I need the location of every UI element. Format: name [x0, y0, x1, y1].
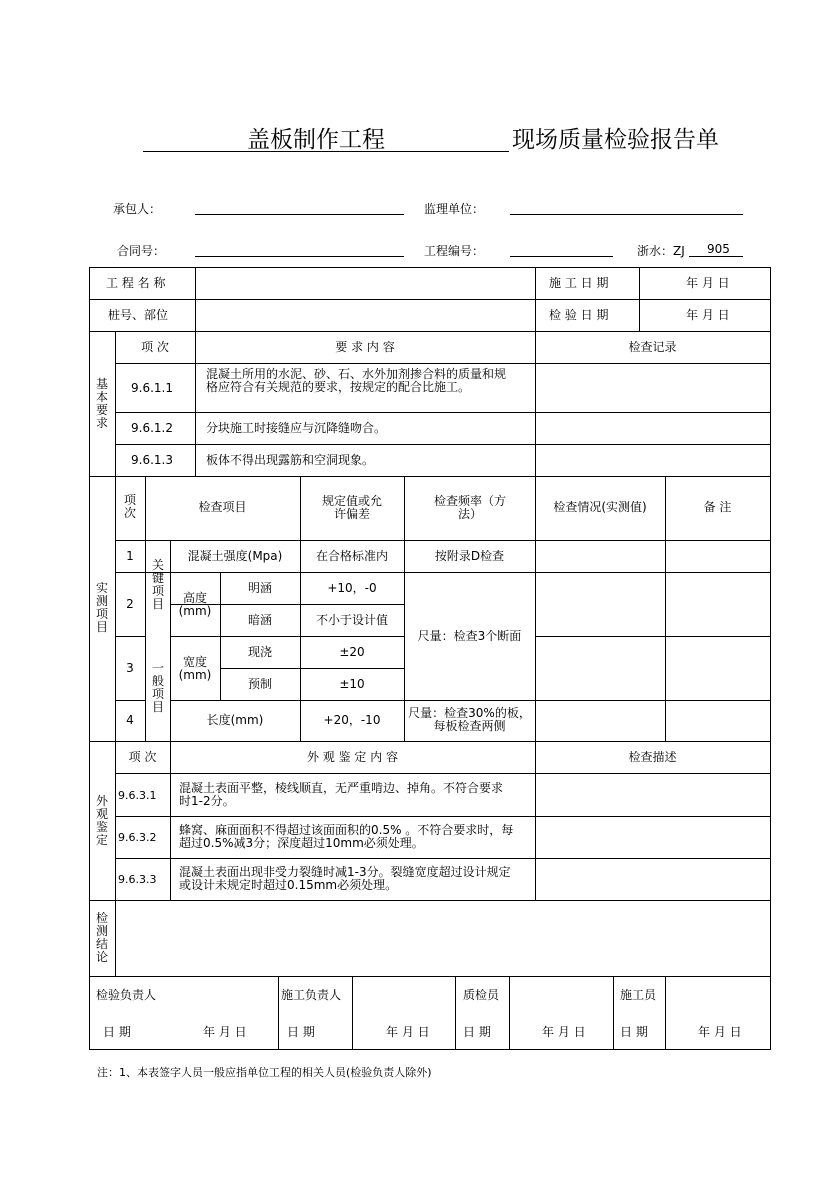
measured-col-item: 项次 [123, 493, 136, 520]
basic-row-text: 分块施工时接缝应与沉降缝吻合。 [206, 421, 387, 435]
length-spec: +20，-10 [323, 713, 381, 727]
appearance-row-code: 9.6.3.2 [118, 831, 157, 844]
date-value[interactable]: 年 月 日 [386, 1025, 430, 1039]
measured-col-check-item: 检查项目 [198, 500, 247, 514]
basic-col-record: 检查记录 [628, 340, 677, 354]
station-label: 桩号、部位 [108, 308, 169, 322]
appearance-row-text: 蜂窝、麻面面积不得超过该面面积的0.5% 。不符合要求时，每超过0.5%减3分；深度超过10mm必须处理。 [179, 823, 514, 850]
appearance-row-code: 9.6.3.3 [118, 873, 157, 886]
row-number: 4 [126, 713, 134, 727]
conclusion-label: 检测结论 [95, 911, 108, 964]
appearance-row-text: 混凝土表面平整，棱线顺直，无严重啃边、掉角。不符合要求时1-2分。 [179, 781, 504, 808]
basic-row-text: 混凝土所用的水泥、砂、石、水外加剂掺合料的质量和规格应符合有关规范的要求，按规定的配合比施工。 [206, 367, 507, 394]
contract-no-label: 合同号： [117, 244, 166, 258]
length-freq: 尺量：检查30%的板，每板检查两侧 [408, 706, 531, 733]
report-title: 现场质量检验报告单 [512, 127, 719, 153]
height-covered-spec: 不小于设计值 [315, 613, 388, 627]
form-code-label: 浙水：ZJ [637, 244, 685, 258]
height-group-label: 高度(mm) [178, 591, 212, 618]
worker-label: 施工员 [620, 988, 657, 1002]
appearance-col-desc: 检查描述 [628, 750, 677, 764]
general-items-label: 一般项目 [151, 661, 164, 714]
width-cast-spec: ±20 [339, 645, 365, 659]
height-open-spec: +10，-0 [327, 581, 377, 595]
measured-col-remark: 备 注 [703, 500, 732, 514]
width-precast-spec: ±10 [339, 677, 365, 691]
concrete-strength-item: 混凝土强度(Mpa) [187, 549, 283, 563]
measured-col-spec: 规定值或允许偏差 [321, 494, 382, 521]
date-label: 日 期 [463, 1025, 491, 1039]
appearance-section-label: 外观鉴定 [95, 794, 108, 847]
inspector-label: 检验负责人 [96, 988, 157, 1002]
construction-lead-label: 施工负责人 [281, 988, 342, 1002]
contractor-label: 承包人： [113, 202, 162, 216]
basic-row-text: 板体不得出现露筋和空洞现象。 [206, 453, 375, 467]
appearance-col-content: 外 观 鉴 定 内 容 [306, 750, 399, 764]
appearance-row-code: 9.6.3.1 [118, 789, 157, 802]
width-sub-cast: 现浇 [247, 645, 272, 659]
measured-col-freq: 检查频率（方 法） [434, 494, 507, 521]
row-number: 1 [126, 549, 134, 563]
date-label: 日 期 [620, 1025, 648, 1039]
date-value[interactable]: 年 月 日 [542, 1025, 586, 1039]
measured-section-label: 实测项目 [95, 581, 108, 634]
project-name-label: 工 程 名 称 [106, 276, 166, 290]
row-number: 2 [126, 597, 134, 611]
height-width-freq: 尺量：检查3个断面 [417, 629, 522, 643]
basic-col-requirement: 要 求 内 容 [335, 340, 395, 354]
measured-col-actual: 检查情况(实测值) [553, 500, 647, 514]
length-item: 长度(mm) [206, 713, 264, 727]
project-title: 盖板制作工程 [247, 127, 385, 153]
appearance-col-item: 项 次 [128, 750, 157, 764]
construction-date-label: 施 工 日 期 [549, 276, 609, 290]
footnote: 注：1、本表签字人员一般应指单位工程的相关人员(检验负责人除外) [97, 1066, 432, 1079]
project-no-label: 工程编号： [424, 244, 485, 258]
appearance-row-text: 混凝土表面出现非受力裂缝时减1-3分。裂缝宽度超过设计规定或设计未规定时超过0.15mm必须处理。 [179, 865, 511, 892]
supervisor-label: 监理单位： [424, 202, 485, 216]
construction-date-value[interactable]: 年 月 日 [686, 276, 730, 290]
width-group-label: 宽度(mm) [178, 655, 212, 682]
inspection-date-value[interactable]: 年 月 日 [686, 308, 730, 322]
date-label: 日 期 [287, 1025, 315, 1039]
width-sub-precast: 预制 [247, 677, 272, 691]
date-label: 日 期 [103, 1025, 131, 1039]
quality-inspector-label: 质检员 [463, 988, 500, 1002]
form-code-value: 905 [707, 242, 730, 256]
row-number: 3 [126, 661, 134, 675]
height-sub-open: 明涵 [247, 581, 272, 595]
basic-row-code: 9.6.1.3 [131, 453, 173, 467]
key-items-label: 关键项目 [151, 558, 164, 611]
height-sub-covered: 暗涵 [247, 613, 272, 627]
basic-row-code: 9.6.1.1 [131, 381, 173, 395]
basic-col-item: 项 次 [141, 340, 169, 354]
basic-section-label: 基本要求 [95, 377, 108, 430]
concrete-strength-freq: 按附录D检查 [434, 549, 505, 563]
date-value[interactable]: 年 月 日 [698, 1025, 742, 1039]
date-value[interactable]: 年 月 日 [203, 1025, 247, 1039]
concrete-strength-spec: 在合格标准内 [315, 549, 388, 563]
basic-row-code: 9.6.1.2 [131, 421, 173, 435]
inspection-date-label: 检 验 日 期 [549, 308, 609, 322]
